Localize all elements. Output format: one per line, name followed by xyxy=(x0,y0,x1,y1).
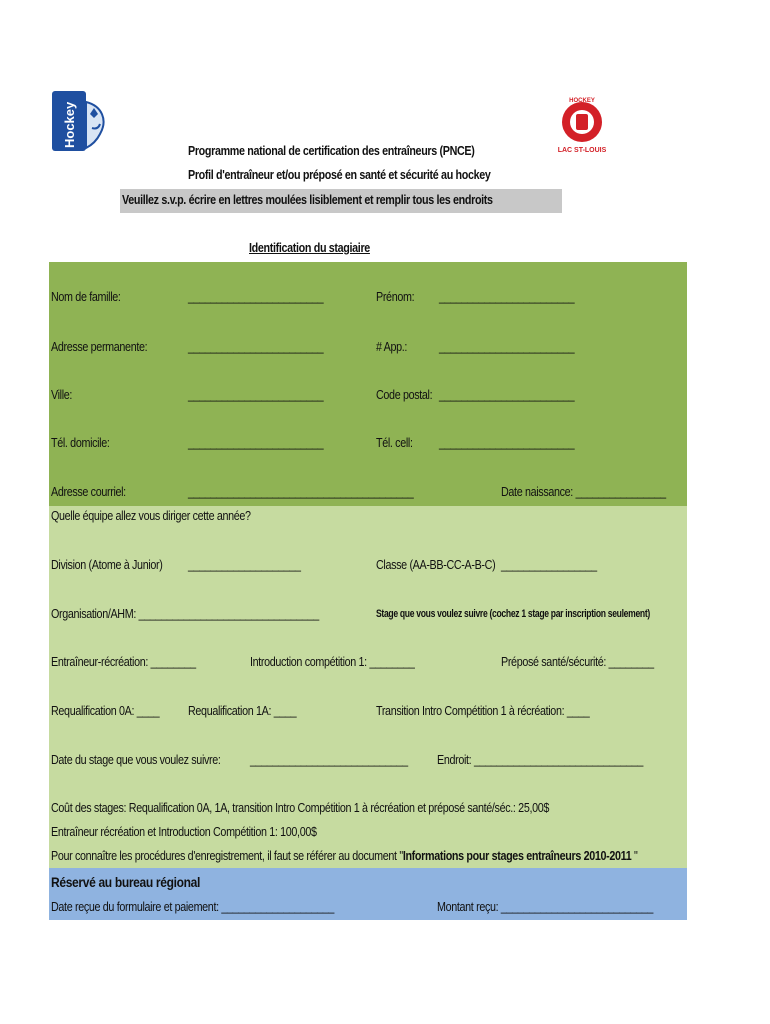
ville-label: Ville: xyxy=(51,388,73,402)
prenom-label: Prénom: xyxy=(376,290,415,304)
lac-st-louis-logo xyxy=(556,92,608,156)
nom-label: Nom de famille: xyxy=(51,290,121,304)
prenom-field[interactable]: ________________________ xyxy=(439,290,575,304)
nom-field[interactable]: ________________________ xyxy=(188,290,324,304)
section-title: Identification du stagiaire xyxy=(249,241,370,255)
classe-field[interactable]: _________________ xyxy=(501,558,597,572)
ville-field[interactable]: ________________________ xyxy=(188,388,324,402)
logo-left-text: Hockey xyxy=(62,101,77,148)
tel-cell-field[interactable]: ________________________ xyxy=(439,436,575,450)
date-stage-label: Date du stage que vous voulez suivre: xyxy=(51,753,221,767)
date-recue-field[interactable]: Date reçue du formulaire et paiement: ____________________ xyxy=(51,900,335,914)
regional-title: Réservé au bureau régional xyxy=(51,874,200,890)
code-postal-label: Code postal: xyxy=(376,388,433,402)
procedures-post: " xyxy=(631,849,638,863)
app-field[interactable]: ________________________ xyxy=(439,340,575,354)
logo-right-top: HOCKEY xyxy=(569,98,595,104)
tel-domicile-field[interactable]: ________________________ xyxy=(188,436,324,450)
adresse-field[interactable]: ________________________ xyxy=(188,340,324,354)
classe-label: Classe (AA-BB-CC-A-B-C) xyxy=(376,558,496,572)
hockey-quebec-logo xyxy=(50,88,110,154)
prepose-field[interactable]: Préposé santé/sécurité: ________ xyxy=(501,655,654,669)
header-line1: Programme national de certification des entraîneurs (PNCE) xyxy=(188,144,475,158)
stage-note: Stage que vous voulez suivre (cochez 1 stage par inscription seulement) xyxy=(376,608,650,620)
tel-cell-label: Tél. cell: xyxy=(376,436,413,450)
instructions-text: Veuillez s.v.p. écrire en lettres moulées lisiblement et remplir tous les endroits xyxy=(122,193,493,207)
equipe-question: Quelle équipe allez vous diriger cette année? xyxy=(51,509,251,523)
code-postal-field[interactable]: ________________________ xyxy=(439,388,575,402)
header-line2: Profil d'entraîneur et/ou préposé en santé et sécurité au hockey xyxy=(188,168,491,182)
identification-band xyxy=(49,262,687,506)
entraineur-recreation-field[interactable]: Entraîneur-récréation: ________ xyxy=(51,655,196,669)
organisation-field[interactable]: Organisation/AHM: ________________________________ xyxy=(51,607,319,621)
endroit-field[interactable]: Endroit: ______________________________ xyxy=(437,753,643,767)
courriel-field[interactable]: ________________________________________ xyxy=(188,485,414,499)
adresse-label: Adresse permanente: xyxy=(51,340,148,354)
cout-line2: Entraîneur récréation et Introduction Compétition 1: 100,00$ xyxy=(51,825,317,839)
app-label: # App.: xyxy=(376,340,408,354)
cout-line1: Coût des stages: Requalification 0A, 1A, transition Intro Compétition 1 à récréation et préposé santé/séc.: 25,00$ xyxy=(51,801,550,815)
tel-domicile-label: Tél. domicile: xyxy=(51,436,110,450)
procedures-text xyxy=(51,849,637,863)
requal-1a-field[interactable]: Requalification 1A: ____ xyxy=(188,704,297,718)
naissance-field[interactable]: Date naissance: ________________ xyxy=(501,485,666,499)
montant-field[interactable]: Montant reçu: ___________________________ xyxy=(437,900,654,914)
date-stage-field[interactable]: ____________________________ xyxy=(250,753,408,767)
logo-right-bottom: LAC ST-LOUIS xyxy=(557,147,607,154)
procedures-pre: Pour connaître les procédures d'enregistrement, il faut se référer au document " xyxy=(51,849,403,863)
intro-competition-field[interactable]: Introduction compétition 1: ________ xyxy=(250,655,415,669)
division-label: Division (Atome à Junior) xyxy=(51,558,163,572)
procedures-doc: Informations pour stages entraîneurs 2010-2011 xyxy=(402,849,632,863)
transition-field[interactable]: Transition Intro Compétition 1 à récréation: ____ xyxy=(376,704,590,718)
division-field[interactable]: ____________________ xyxy=(188,558,301,572)
courriel-label: Adresse courriel: xyxy=(51,485,126,499)
requal-0a-field[interactable]: Requalification 0A: ____ xyxy=(51,704,160,718)
